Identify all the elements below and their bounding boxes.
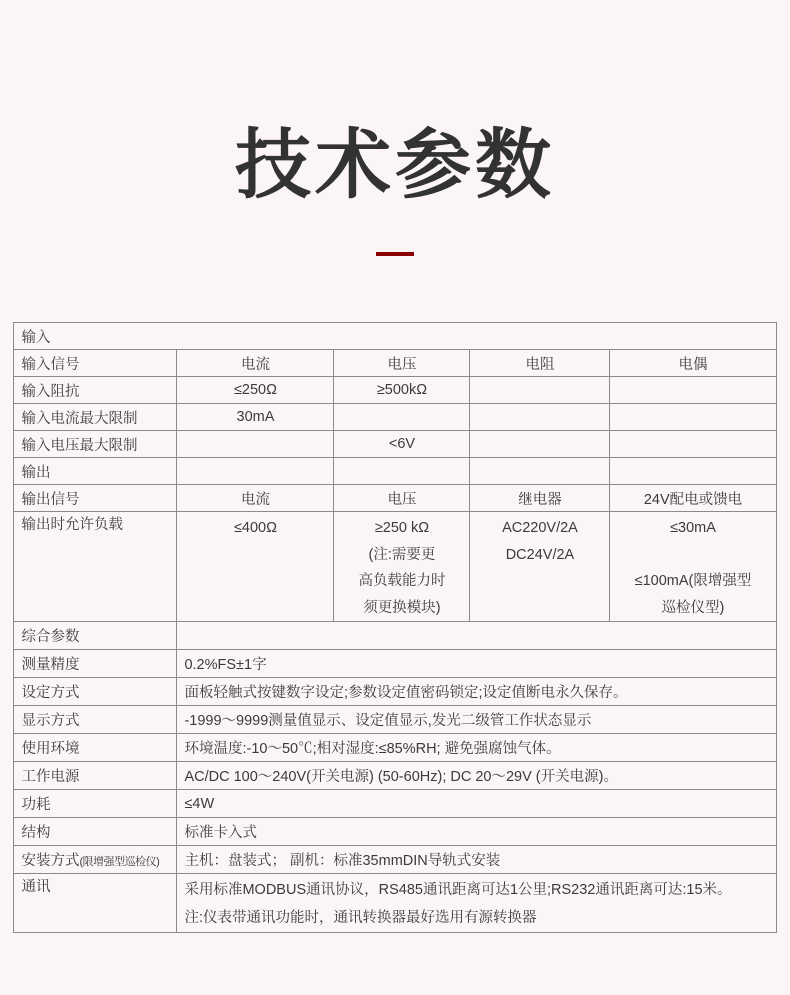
value-output-signal-feed: 24V配电或馈电	[610, 485, 776, 512]
load-voltage-line: (注:需要更	[368, 546, 436, 563]
cell-empty	[334, 458, 470, 485]
label-communication	[14, 874, 177, 933]
row-input-signal	[14, 350, 776, 377]
load-voltage-line: 须更换模块)	[363, 599, 441, 616]
label-input-max-voltage: 输入电压最大限制	[14, 431, 177, 458]
cell-empty	[470, 431, 610, 458]
cell-empty	[610, 458, 776, 485]
label-input-signal: 输入信号	[14, 350, 177, 377]
load-feed-line	[610, 542, 775, 569]
value-output-signal-voltage: 电压	[334, 485, 470, 512]
value-display-method: -1999～9999测量值显示、设定值显示,发光二级管工作状态显示	[177, 706, 776, 734]
label-output-load	[14, 512, 177, 622]
value-output-signal-relay: 继电器	[470, 485, 610, 512]
row-power-supply	[14, 762, 776, 790]
value-output-load-relay	[470, 512, 610, 622]
section-header-general: 综合参数	[14, 622, 177, 650]
row-environment	[14, 734, 776, 762]
label-display-method: 显示方式	[14, 706, 177, 734]
load-voltage-line: 高负载能力时	[358, 573, 446, 589]
value-accuracy: 0.2%FS±1字	[177, 650, 776, 678]
cell-empty	[177, 458, 334, 485]
label-setting-method: 设定方式	[14, 678, 177, 706]
value-input-max-voltage: <6V	[334, 431, 470, 458]
label-installation	[14, 846, 177, 874]
value-setting-method: 面板轻触式按键数字设定;参数设定值密码锁定;设定值断电永久保存。	[177, 678, 776, 706]
cell-empty	[470, 377, 610, 404]
label-installation-main: 安装方式	[21, 853, 80, 869]
spec-table	[13, 322, 776, 933]
load-feed-line: ≤30mA	[670, 520, 716, 536]
value-output-load-feed	[610, 512, 776, 622]
row-communication	[14, 874, 776, 933]
value-input-impedance-voltage: ≥500kΩ	[334, 377, 470, 404]
load-feed-line: ≤100mA(限增强型	[634, 573, 752, 589]
row-accuracy	[14, 650, 776, 678]
label-power-supply: 工作电源	[14, 762, 177, 790]
label-installation-note: (限增强型巡检仪)	[79, 856, 160, 868]
row-display-method	[14, 706, 776, 734]
section-header-input: 输入	[14, 323, 776, 350]
value-power-consumption: ≤4W	[177, 790, 776, 818]
cell-empty	[177, 622, 776, 650]
load-relay-line: AC220V/2A	[502, 520, 578, 536]
label-environment: 使用环境	[14, 734, 177, 762]
communication-line-1: 采用标准MODBUS通讯协议，RS485通讯距离可达1公里;RS232通讯距离可达:15米。	[184, 882, 732, 898]
load-feed-line: 巡检仪型)	[661, 599, 725, 616]
row-installation	[14, 846, 776, 874]
communication-line-2: 注:仪表带通讯功能时，通讯转换器最好选用有源转换器	[184, 909, 537, 926]
row-general-header	[14, 622, 776, 650]
row-output-header	[14, 458, 776, 485]
label-output-load-text: 输出时允许负载	[21, 517, 123, 533]
value-output-signal-current: 电流	[177, 485, 334, 512]
value-environment: 环境温度:-10～50℃;相对湿度:≤85%RH; 避免强腐蚀气体。	[177, 734, 776, 762]
label-input-impedance: 输入阻抗	[14, 377, 177, 404]
value-input-signal-current: 电流	[177, 350, 334, 377]
row-input-max-current	[14, 404, 776, 431]
value-structure: 标准卡入式	[177, 818, 776, 846]
row-output-load	[14, 512, 776, 622]
row-input-header	[14, 323, 776, 350]
cell-empty	[610, 404, 776, 431]
value-input-signal-resistance: 电阻	[470, 350, 610, 377]
value-input-signal-thermocouple: 电偶	[610, 350, 776, 377]
cell-empty	[470, 458, 610, 485]
value-installation: 主机：盘装式； 副机：标准35mmDIN导轨式安装	[177, 846, 776, 874]
cell-empty	[334, 404, 470, 431]
value-input-signal-voltage: 电压	[334, 350, 470, 377]
value-input-impedance-current: ≤250Ω	[177, 377, 334, 404]
value-output-load-current	[177, 512, 334, 622]
cell-empty	[610, 377, 776, 404]
cell-empty	[177, 431, 334, 458]
cell-empty	[610, 431, 776, 458]
page-title: 技术参数	[235, 123, 555, 208]
value-input-max-current: 30mA	[177, 404, 334, 431]
load-voltage-line: ≥250 kΩ	[374, 520, 430, 536]
load-current-line: ≤400Ω	[233, 520, 277, 536]
label-power-consumption: 功耗	[14, 790, 177, 818]
title-accent-underline	[376, 252, 414, 256]
cell-empty	[470, 404, 610, 431]
row-structure	[14, 818, 776, 846]
load-relay-line: DC24V/2A	[505, 546, 575, 563]
label-accuracy: 测量精度	[14, 650, 177, 678]
value-communication	[177, 874, 776, 933]
section-header-output: 输出	[14, 458, 177, 485]
row-input-max-voltage	[14, 431, 776, 458]
label-output-signal: 输出信号	[14, 485, 177, 512]
row-power-consumption	[14, 790, 776, 818]
label-input-max-current: 输入电流最大限制	[14, 404, 177, 431]
label-structure: 结构	[14, 818, 177, 846]
row-setting-method	[14, 678, 776, 706]
label-communication-text: 通讯	[21, 879, 51, 895]
row-input-impedance	[14, 377, 776, 404]
value-output-load-voltage	[334, 512, 470, 622]
row-output-signal	[14, 485, 776, 512]
value-power-supply: AC/DC 100～240V(开关电源) (50-60Hz); DC 20～29V (开关电源)。	[177, 762, 776, 790]
